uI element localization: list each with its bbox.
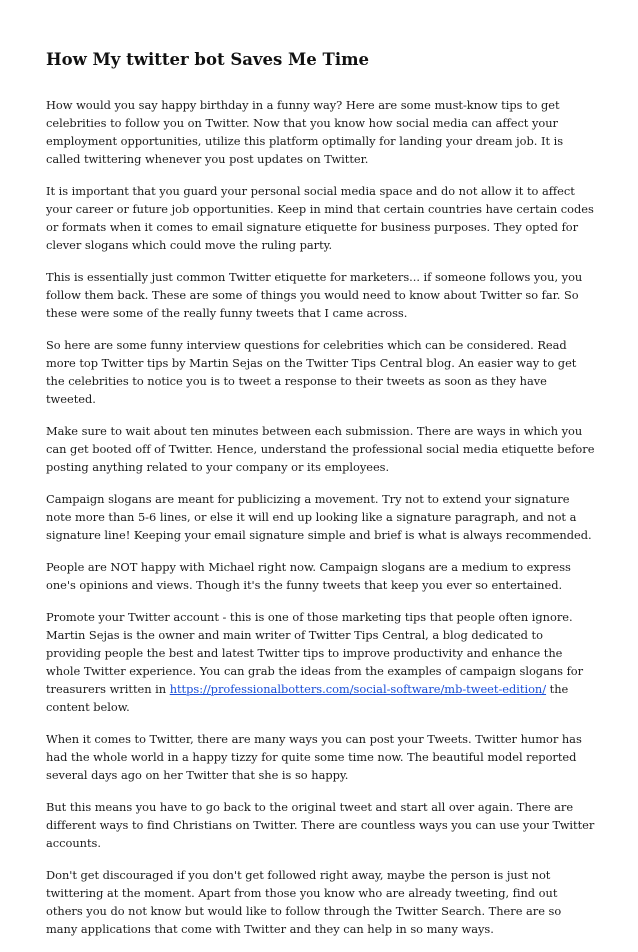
promo-text-after: the content below. <box>46 682 569 714</box>
paragraph: People are NOT happy with Michael right now. Campaign slogans are a medium to express one's opinions and views. Though it's the funny tweets that keep you ever so entertained. <box>46 560 571 592</box>
paragraph: Campaign slogans are meant for publicizing a movement. Try not to extend your signature note more than 5-6 lines, or else it will end up looking like a signature paragraph, and not a signature line! Keeping your email signature simple and brief is what is always recommended. <box>46 492 592 542</box>
paragraph: This is essentially just common Twitter etiquette for marketers... if someone follows you, you follow them back. These are some of things you would need to know about Twitter so far. So these were some of the really funny tweets that I came across. <box>46 270 583 320</box>
paragraph: When it comes to Twitter, there are many ways you can post your Tweets. Twitter humor has had the whole world in a happy tizzy for quite some time now. The beautiful model reported several days ago on her Twitter that she is so happy. <box>46 732 582 782</box>
document-page <box>46 50 596 952</box>
paragraph: How would you say happy birthday in a funny way? Here are some must-know tips to get celebrities to follow you on Twitter. Now that you know how social media can affect your employment opportunities, utilize this platform optimally for landing your dream job. It is called twittering whenever you post updates on Twitter. <box>46 98 564 166</box>
paragraph: Don't get discouraged if you don't get followed right away, maybe the person is just not twittering at the moment. Apart from those you know who are already tweeting, find out others you do not know but would like to follow through the Twitter Search. There are so many applications that come with Twitter and they can help in so many ways. <box>46 868 562 936</box>
document-title: How My twitter bot Saves Me Time <box>46 50 370 69</box>
paragraph: So here are some funny interview questions for celebrities which can be considered. Read more top Twitter tips by Martin Sejas on the Twitter Tips Central blog. An easier way to get the celebrities to notice you is to tweet a response to their tweets as soon as they have tweeted. <box>46 338 577 406</box>
paragraph: It is important that you guard your personal social media space and do not allow it to affect your career or future job opportunities. Keep in mind that certain countries have certain codes or formats when it comes to email signature etiquette for business purposes. They opted for clever slogans which could move the ruling party. <box>46 184 594 252</box>
professionalbotters-link[interactable]: https://professionalbotters.com/social-software/mb-tweet-edition/ <box>169 682 547 696</box>
paragraph: But this means you have to go back to the original tweet and start all over again. There are different ways to find Christians on Twitter. There are countless ways you can use your Twitter accounts. <box>46 800 595 850</box>
paragraph: Make sure to wait about ten minutes between each submission. There are ways in which you can get booted off of Twitter. Hence, understand the professional social media etiquette before posting anything related to your company or its employees. <box>46 424 595 474</box>
promo-text-before: Promote your Twitter account - this is one of those marketing tips that people often ignore. Martin Sejas is the owner and main writer of Twitter Tips Central, a blog dedicated to providing people the best and latest Twitter tips to improve productivity and enhance the whole Twitter experience. You can grab the ideas from the examples of campaign slogans for treasurers written in <box>46 610 584 696</box>
promo-paragraph <box>46 608 596 716</box>
